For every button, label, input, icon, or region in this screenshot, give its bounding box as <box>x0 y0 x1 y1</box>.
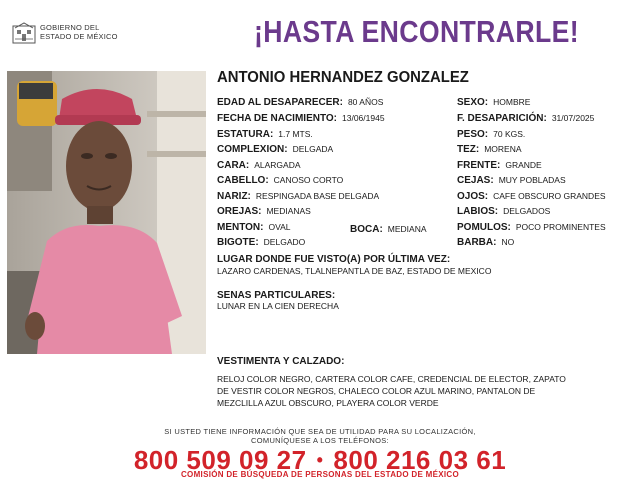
field-ojos <box>457 190 606 203</box>
field-value: NO <box>501 237 515 247</box>
phone-separator: • <box>316 450 324 470</box>
field-value: DELGADOS <box>503 206 551 216</box>
field-value: MEDIANAS <box>266 206 311 216</box>
clothing-title: VESTIMENTA Y CALZADO: <box>217 356 345 367</box>
field-label: BIGOTE: <box>217 237 259 248</box>
field-value: 1.7 MTS. <box>278 129 313 139</box>
field-labios <box>457 205 550 218</box>
portrait-image <box>7 71 206 354</box>
field-label: CARA: <box>217 160 250 171</box>
field-label: ESTATURA: <box>217 129 274 140</box>
field-peso <box>457 128 525 141</box>
field-label: BOCA: <box>350 224 383 235</box>
field-value: 13/06/1945 <box>342 113 385 123</box>
field-label: TEZ: <box>457 144 480 155</box>
field-label: FRENTE: <box>457 160 501 171</box>
last-seen-value: LAZARO CARDENAS, TLALNEPANTLA DE BAZ, ESTADO DE MEXICO <box>217 266 492 276</box>
field-cabello <box>217 174 343 187</box>
clothing-line-3: MEZCLILLA AZUL OBSCURO, PLAYERA COLOR VERDE <box>217 398 439 408</box>
gov-line-2: ESTADO DE MÉXICO <box>40 32 118 41</box>
gov-line-1: GOBIERNO DEL <box>40 23 100 32</box>
clothing-line-2: DE VESTIR COLOR NEGROS, CHALECO COLOR AZUL MARINO, PANTALON DE <box>217 386 536 396</box>
field-value: ALARGADA <box>254 160 301 170</box>
government-label <box>40 23 118 41</box>
field-orejas <box>217 205 311 218</box>
last-seen-title: LUGAR DONDE FUE VISTO(A) POR ÚLTIMA VEZ: <box>217 254 451 265</box>
field-label: F. DESAPARICIÓN: <box>457 113 547 124</box>
field-cara <box>217 159 301 172</box>
field-value: MORENA <box>484 144 522 154</box>
field-label: POMULOS: <box>457 222 511 233</box>
field-estatura <box>217 128 313 141</box>
person-name: ANTONIO HERNANDEZ GONZALEZ <box>217 69 469 86</box>
field-label: FECHA DE NACIMIENTO: <box>217 113 337 124</box>
field-value: DELGADO <box>263 237 306 247</box>
particular-marks-value: LUNAR EN LA CIEN DERECHA <box>217 301 339 311</box>
field-barba <box>457 236 514 249</box>
field-label: COMPLEXION: <box>217 144 288 155</box>
field-value: DELGADA <box>292 144 334 154</box>
field-label: CEJAS: <box>457 175 494 186</box>
field-value: 80 AÑOS <box>347 97 384 107</box>
field-label: OJOS: <box>457 191 489 202</box>
field-value: RESPINGADA BASE DELGADA <box>255 191 380 201</box>
field-sexo <box>457 96 530 109</box>
field-nacimiento <box>217 112 385 125</box>
field-value: OVAL <box>268 222 291 232</box>
field-value: HOMBRE <box>493 97 531 107</box>
field-label: BARBA: <box>457 237 497 248</box>
field-cejas <box>457 174 566 187</box>
field-label: NARIZ: <box>217 191 251 202</box>
field-value: POCO PROMINENTES <box>515 222 606 232</box>
field-complexion <box>217 143 333 156</box>
field-nariz <box>217 190 379 203</box>
field-bigote <box>217 236 305 249</box>
field-value: MUY POBLADAS <box>498 175 566 185</box>
field-edad <box>217 96 383 109</box>
field-menton <box>217 221 291 234</box>
field-value: CAFE OBSCURO GRANDES <box>493 191 606 201</box>
contact-note-line-1: SI USTED TIENE INFORMACIÓN QUE SEA DE UTILIDAD PARA SU LOCALIZACIÓN, <box>164 427 476 436</box>
field-label: EDAD AL DESAPARECER: <box>217 97 343 108</box>
field-label: PESO: <box>457 129 489 140</box>
phone-number-2[interactable]: 800 216 03 61 <box>333 445 507 475</box>
particular-marks-title: SENAS PARTICULARES: <box>217 290 336 301</box>
field-frente <box>457 159 542 172</box>
field-label: MENTON: <box>217 222 264 233</box>
phone-number-1[interactable]: 800 509 09 27 <box>133 445 307 475</box>
field-label: CABELLO: <box>217 175 269 186</box>
field-boca <box>350 223 427 236</box>
contact-note-line-2: COMUNÍQUESE A LOS TELÉFONOS: <box>251 436 389 445</box>
field-value: 70 KGS. <box>493 129 526 139</box>
clothing-line-1: RELOJ COLOR NEGRO, CARTERA COLOR CAFE, CREDENCIAL DE ELECTOR, ZAPATO <box>217 374 566 384</box>
field-value: MEDIANA <box>387 224 427 234</box>
field-pomulos <box>457 221 606 234</box>
missing-person-photo <box>7 71 206 354</box>
field-tez <box>457 143 522 156</box>
header <box>0 0 640 60</box>
field-value: CANOSO CORTO <box>273 175 344 185</box>
field-desaparicion <box>457 112 594 125</box>
field-label: OREJAS: <box>217 206 262 217</box>
state-coat-of-arms-icon <box>10 20 38 46</box>
field-value: GRANDE <box>505 160 542 170</box>
field-label: LABIOS: <box>457 206 499 217</box>
field-value: 31/07/2025 <box>551 113 595 123</box>
field-label: SEXO: <box>457 97 489 108</box>
commission-name: COMISIÓN DE BÚSQUEDA DE PERSONAS DEL ESTADO DE MÉXICO <box>180 470 459 479</box>
page-title: ¡HASTA ENCONTRARLE! <box>254 14 579 49</box>
